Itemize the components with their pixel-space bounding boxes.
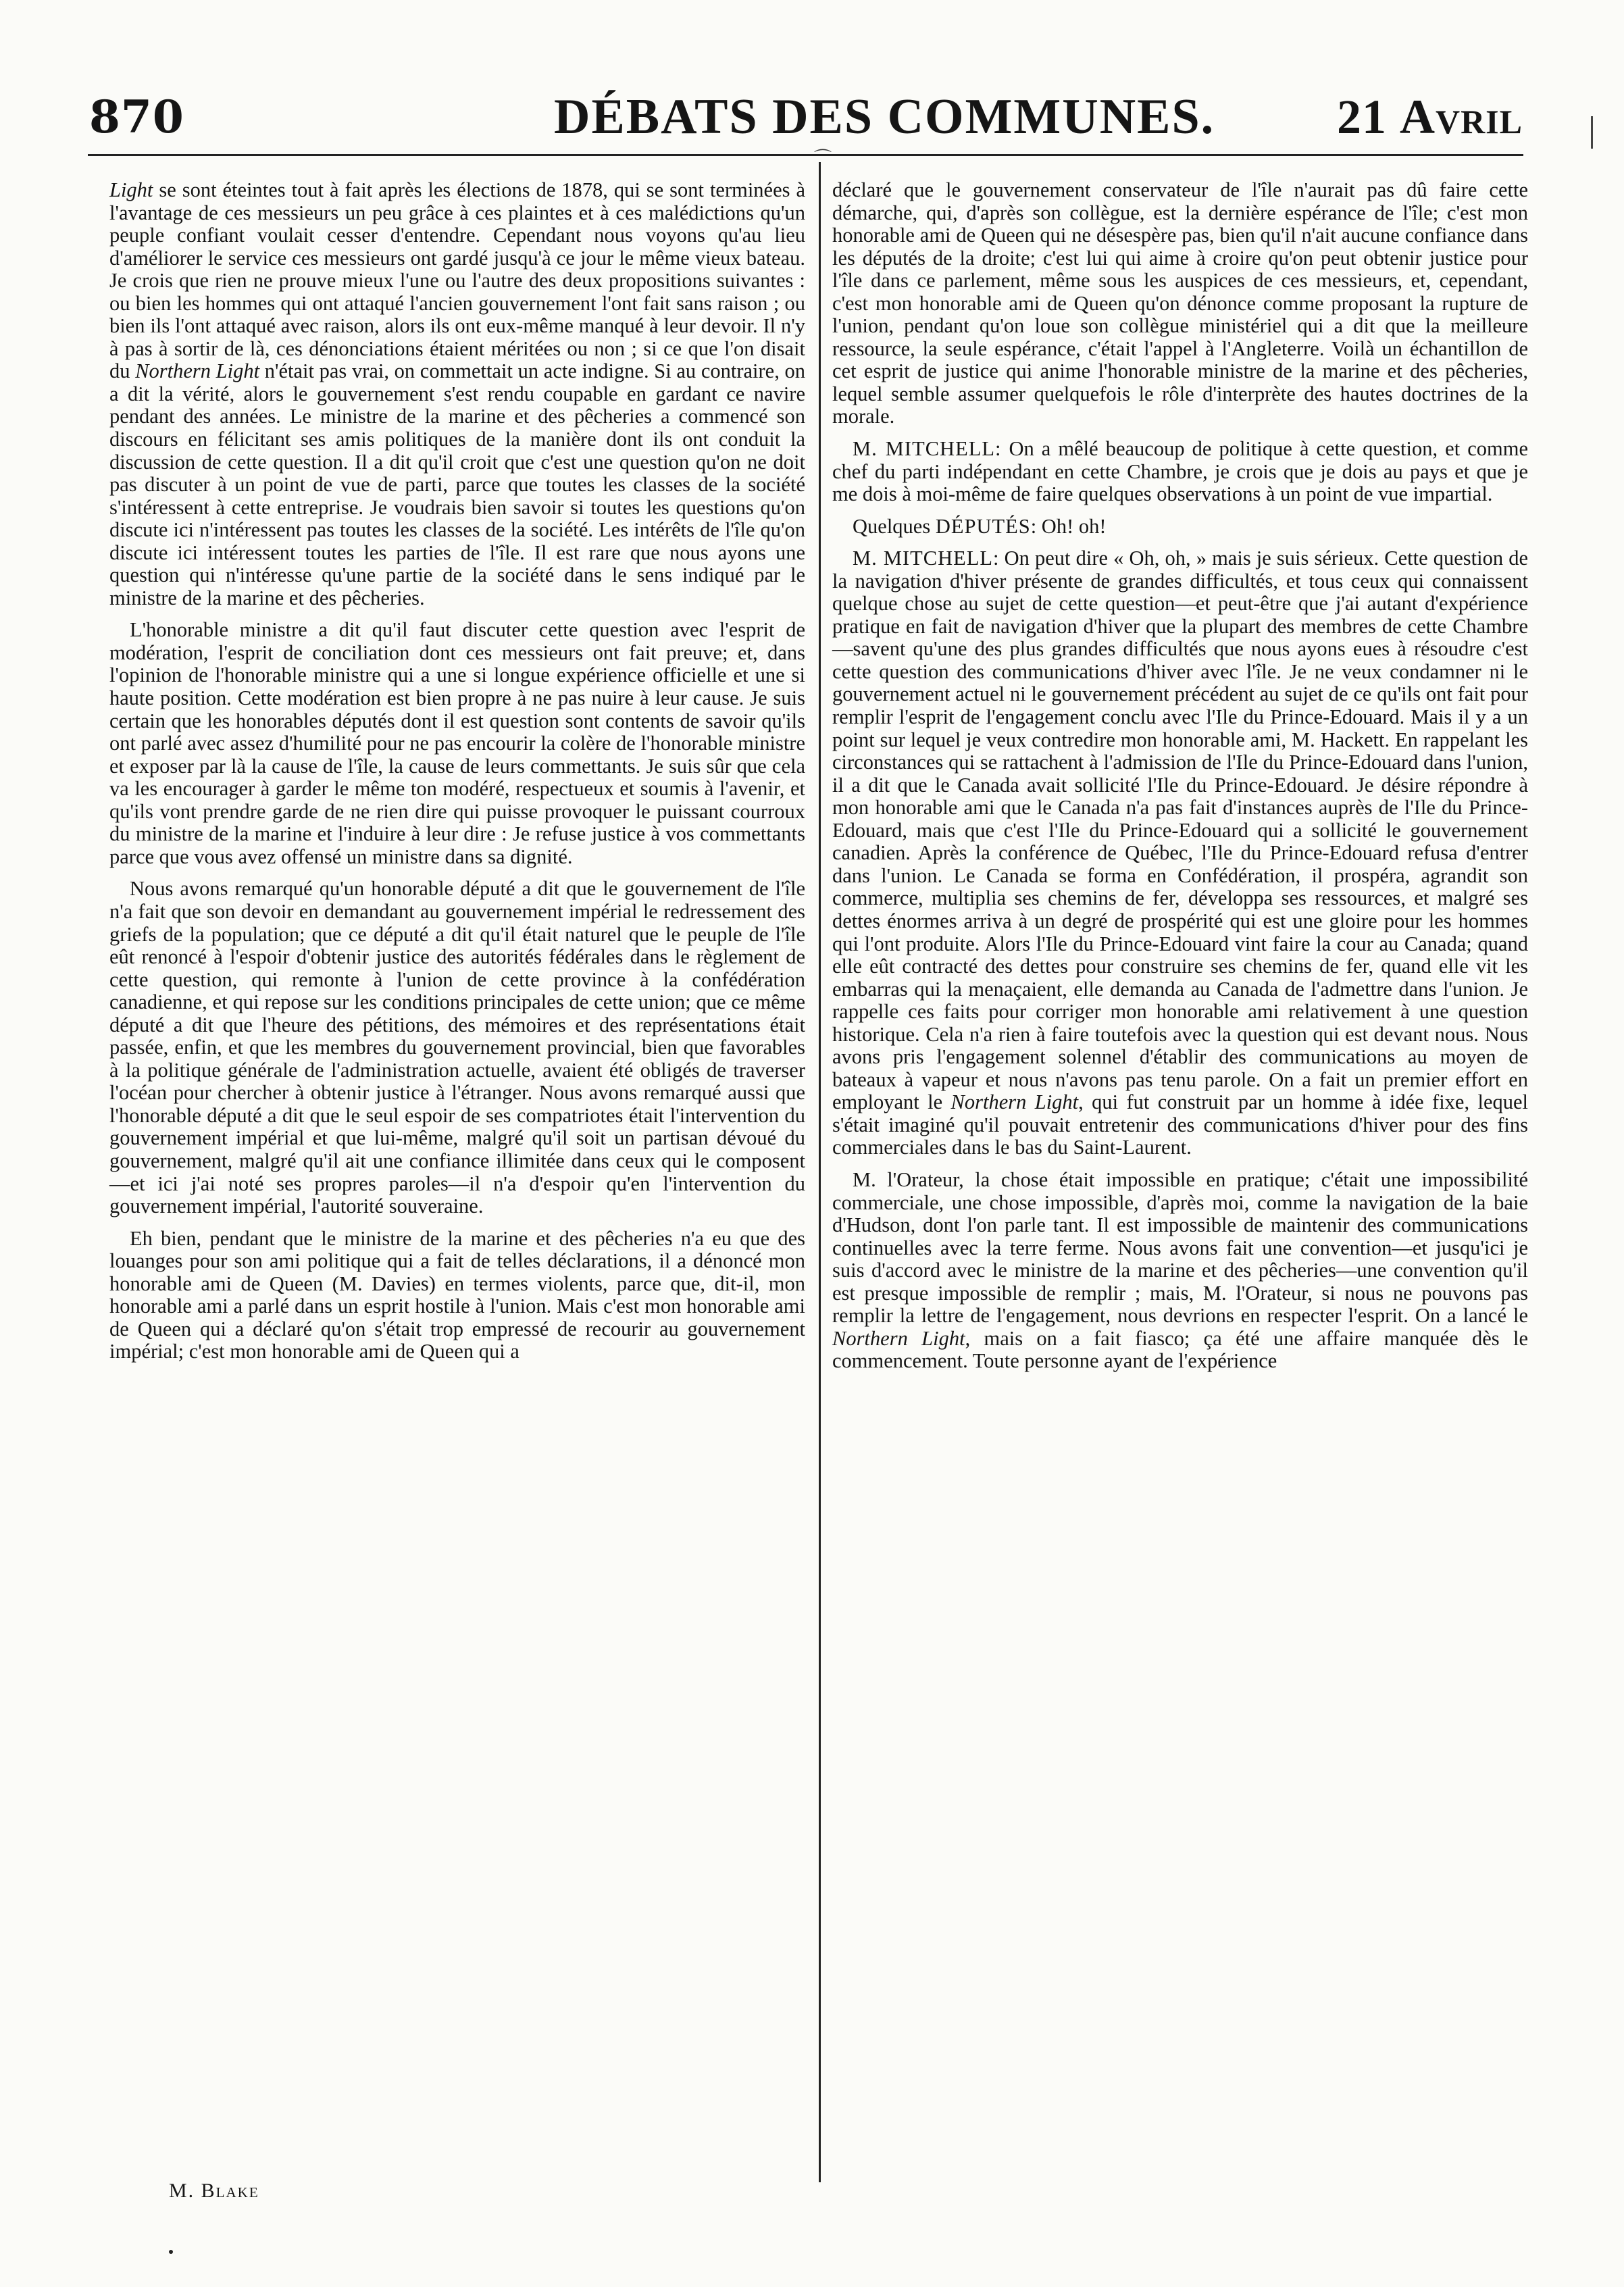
column-divider <box>819 162 821 2182</box>
ship-name-italic: Light <box>109 178 153 201</box>
header-rule-ornament: ⌒ <box>814 149 832 169</box>
right-paragraph-3 <box>832 516 1528 538</box>
running-title: DÉBATS DES COMMUNES. <box>554 89 1215 145</box>
left-paragraph-4: Eh bien, pendant que le ministre de la marine et des pêcheries n'a eu que des louanges pour son ami politique qui a fait de telles déclarations, il a dénoncé mon honorable ami de Queen (M. Davies) en termes violents, parce que, dit-il, mon honorable ami a parlé dans un esprit hostile à l'union. Mais c'est mon honorable ami de Queen qui a déclaré qu'on s'était trop empressé de recourir au gouvernement impérial; c'est mon honorable ami de Queen qui a <box>109 1226 805 1363</box>
paragraph-text: Quelques <box>853 514 936 538</box>
right-column <box>832 179 1528 1382</box>
date-month: Avril <box>1399 90 1523 144</box>
left-paragraph-3: Nous avons remarqué qu'un honorable député a dit que le gouvernement de l'île n'a fait que son devoir en demandant au gouvernement impérial le redressement des griefs de la population; que ce député a dit qu'il était naturel que le peuple de l'île eût renoncé à l'espoir d'obtenir justice des autorités fédérales dans le règlement de cette question, qui remonte à l'union de cette province à la confédération canadienne, et qui repose sur les conditions principales de cette union; que ce même député a dit que l'heure des pétitions, des mémoires et des représentations était passée, enfin, et que les membres du gouvernement provincial, bien que favorables à la politique générale de l'administration actuelle, avaient été obligés de traverser l'océan pour chercher à obtenir justice à l'étranger. Nous avons remarqué aussi que l'honorable député a dit que le seul espoir de ses compatriotes était l'intervention du gouvernement impérial et que lui-même, malgré qu'il soit un partisan dévoué du gouvernement, malgré qu'il ait une confiance illimitée dans ceux qui le composent—et ici j'ai noté ses propres paroles—il n'a d'espoir qu'en l'intervention du gouvernement impérial, l'autorité souveraine. <box>109 877 805 1218</box>
right-paragraph-4 <box>832 547 1528 1159</box>
paragraph-text: , mais on a fait fiasco; ça été une affaire manquée dès le commencement. Toute personne ayant de l'expérience <box>832 1326 1528 1373</box>
page-number: 870 <box>89 91 184 143</box>
right-paragraph-1: déclaré que le gouvernement conservateur de l'île n'aurait pas dû faire cette démarche, qui, d'après son collègue, est la dernière espérance de l'île; c'est mon honorable ami de Queen qui ne désespère pas, bien qu'il n'ait aucune confiance dans les députés de la droite; c'est lui qui aime à croire qu'on peut obtenir justice pour l'île dans ce parlement, même sous les auspices de ces messieurs, et, cependant, c'est mon honorable ami de Queen qu'on dénonce comme proposant la rupture de l'union, pendant qu'on loue son collègue ministériel qui a dit que la meilleure ressource, la seule espérance, c'était l'appel à l'Angleterre. Voilà un échantillon de cet esprit de justice qui anime l'honorable ministre de la marine et des pêcheries, lequel semble assumer quelquefois le rôle d'interprète des hautes doctrines de la morale. <box>832 178 1528 428</box>
speaker-name: DÉPUTÉS <box>935 514 1031 538</box>
left-paragraph-2: L'honorable ministre a dit qu'il faut discuter cette question avec l'esprit de modération, l'esprit de conciliation dont ces messieurs ont fait preuve; et, dans l'opinion de l'honorable ministre qui a une si longue expérience officielle et une si haute position. Cette modération est bien propre à ne pas nuire à leur cause. Je suis certain que les honorables députés dont il est question sont contents de savoir qu'ils ont parlé avec assez d'humilité pour ne pas encourir la colère de l'honorable ministre et exposer par là la cause de l'île, la cause de leurs commettants. Je suis sûr que cela va les encourager à garder le même ton modéré, respectueux et soumis à l'avenir, et qu'ils vont prendre garde de ne rien dire qui puisse provoquer le puissant courroux du ministre de la marine et l'induire à leur dire : Je refuse justice à vos commettants parce que vous avez offensé un ministre dans sa dignité. <box>109 618 805 868</box>
paragraph-text: : On peut dire « Oh, oh, » mais je suis sérieux. Cette question de la navigation d'hiver présente de grandes difficultés, et tous ceux qui connaissent quelque chose au sujet de cette question—et peut-être que j'ai autant d'expérience pratique en fait de navigation d'hiver que la plupart des membres de cette Chambre—savent qu'une des plus grandes difficultés que nous ayons eues à résoudre c'est cette question des communications d'hiver avec l'île. Je ne veux condamner ni le gouvernement actuel ni le gouvernement précédent au sujet de ce qu'ils ont fait pour remplir l'esprit de l'engagement conclu avec l'Ile du Prince-Edouard. Mais il y a un point sur lequel je veux contredire mon honorable ami, M. Hackett. En rappelant les circonstances qui se rattachent à l'admission de l'Ile du Prince-Edouard dans l'union, il a dit que le Canada avait sollicité l'Ile du Prince-Edouard. Je désire répondre à mon honorable ami que le Canada n'a pas fait d'instances auprès de l'Ile du Prince-Edouard, mais que c'est l'Ile du Prince-Edouard qui a sollicité le gouvernement canadien. Après la conférence de Québec, l'Ile du Prince-Edouard refusa d'entrer dans l'union. Le Canada se forma en Confédération, il prospéra, agrandit son commerce, multiplia ses chemins de fer, développa ses ressources, et malgré ses dettes énormes arriva à un degré de prospérité qui est une gloire pour les hommes qui l'ont produite. Alors l'Ile du Prince-Edouard vint faire la cour au Canada; quand elle eût contracté des dettes pour construire ses chemins de fer, quand elle vit les embarras qui la menaçaient, elle demanda au Canada de l'admettre dans l'union. Je rappelle ces faits pour corriger mon honorable ami relativement à une question historique. Cela n'a rien à faire toutefois avec la question qui est devant nous. Nous avons pris l'engagement solennel d'établir des communications au moyen de bateaux à vapeur et nous n'avons pas tenu parole. On a fait un premier effort en employant le <box>832 547 1528 1114</box>
left-column <box>109 179 805 1373</box>
header-rule <box>88 154 1523 156</box>
running-date <box>1336 90 1523 144</box>
paragraph-text: : Oh! oh! <box>1030 514 1107 538</box>
ship-name-italic: Northern Light <box>135 359 260 383</box>
left-paragraph-1 <box>109 179 805 609</box>
speaker-name: M. MITCHELL <box>853 547 994 570</box>
stray-dot <box>169 2250 173 2254</box>
right-paragraph-5 <box>832 1169 1528 1373</box>
ship-name-italic: Northern Light <box>832 1326 965 1350</box>
right-paragraph-2 <box>832 438 1528 506</box>
paragraph-text: se sont éteintes tout à fait après les élections de 1878, qui se sont terminées à l'avantage de ces messieurs un peu grâce à ces plaintes et à ces malédictions qu'un peuple confiant voulait cesser d'entendre. Cependant nous voyons qu'au lieu d'améliorer le service ces messieurs ont gardé jusqu'à ce jour le même vieux bateau. Je crois que rien ne prouve mieux l'une ou l'autre des deux propositions suivantes : ou bien les hommes qui ont attaqué l'ancien gouvernement l'ont fait sans raison ; ou bien ils l'ont attaqué avec raison, alors ils ont eux-même manqué à leur devoir. Il n'y à pas à sortir de là, ces dénonciations étaient méritées ou non ; si ce que l'on disait du <box>109 178 805 383</box>
paragraph-text: n'était pas vrai, on commettait un acte indigne. Si au contraire, on a dit la vérité, alors le gouvernement s'est rendu coupable en gardant ce navire pendant des années. Le ministre de la marine et des pêcheries a commencé son discours en félicitant ses amis politiques de la manière dont ils ont conduit la discussion de cette question. Il a dit qu'il croit que c'est une question qu'on ne doit pas discuter à un point de vue de parti, parce que toutes les classes de la société s'intéressent à cette entreprise. Je voudrais bien savoir si toutes les questions qu'on discute ici n'intéressent pas toutes les classes de la société. Les intérêts de l'île qu'on discute ici intéressent toutes les parties de l'île. Il est rare que nous ayons une question qui n'intéresse qu'une partie de la société dans le sens indiqué par le ministre de la marine et des pêcheries. <box>109 359 805 609</box>
paragraph-text: , qui fut construit par un homme à idée fixe, lequel s'était imaginé qu'il pouvait entretenir des communications d'hiver pour des fins commerciales dans le bas du Saint-Laurent. <box>832 1090 1528 1159</box>
margin-mark <box>1591 116 1600 149</box>
paragraph-text: M. l'Orateur, la chose était impossible en pratique; c'était une impossibilité commerciale, une chose impossible, d'après moi, comme la navigation de la baie d'Hudson, dont l'on parle tant. Il est impossible de maintenir des communications continuelles avec la terre ferme. Nous avons fait une convention—et jusqu'ici je suis d'accord avec le ministre de la marine et des pêcheries—une convention qu'il est presque impossible de remplir ; mais, M. l'Orateur, si nous ne pouvons pas remplir la lettre de l'engagement, nous devrions en respecter l'esprit. On a lancé le <box>832 1167 1528 1328</box>
speaker-name: M. MITCHELL: <box>853 437 1002 461</box>
date-day: 21 <box>1336 90 1387 144</box>
paragraph-text: On a mêlé beaucoup de politique à cette question, et comme chef du parti indépendant en cette Chambre, je crois que je dois au pays et que je me dois à moi-même de faire quelques observations à un point de vue impartial. <box>832 437 1528 506</box>
ship-name-italic: Northern Light <box>950 1090 1079 1114</box>
page-signature: M. Blake <box>169 2180 259 2202</box>
